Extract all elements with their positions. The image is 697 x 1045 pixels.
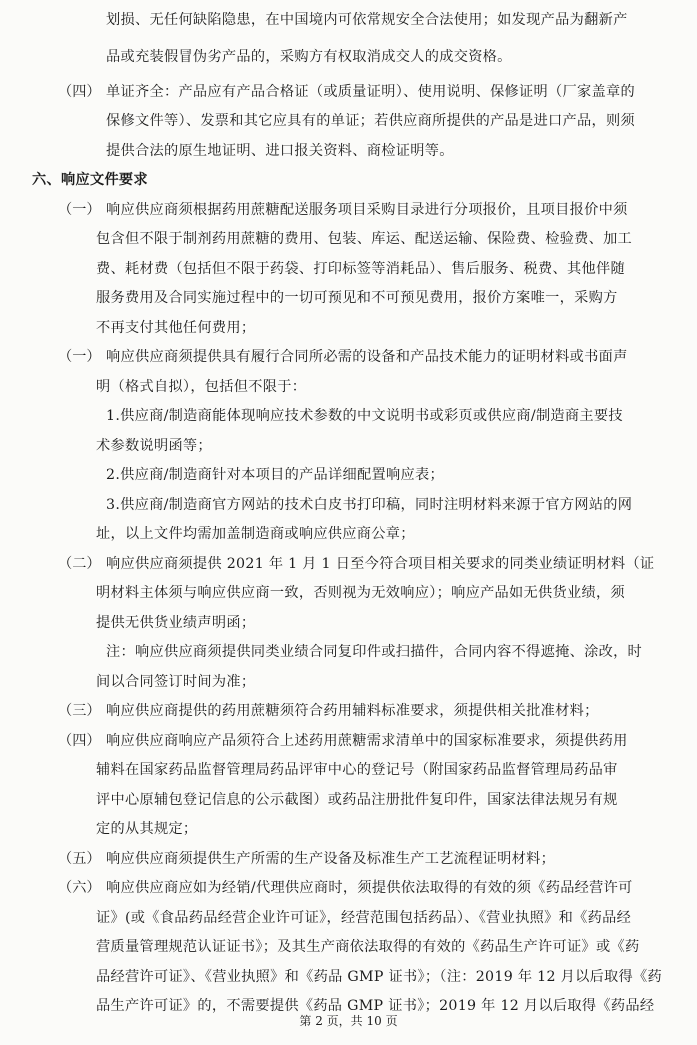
- page-footer: 第 2 页，共 10 页: [299, 1014, 398, 1028]
- text-line: 品生产许可证》的，不需要提供《药品 GMP 证书》；2019 年 12 月以后取得《药品经: [96, 998, 655, 1014]
- text-line: 费、耗材费（包括但不限于药袋、打印标签等消耗品）、售后服务、税费、其他伴随: [96, 261, 625, 277]
- text-line: 品或充装假冒伪劣产品的，采购方有权取消成交人的成交资格。: [106, 49, 512, 65]
- item-number: （六）: [58, 880, 101, 896]
- text-line: 响应供应商应如为经销/代理供应商时，须提供依法取得的有效的须《药品经营许可: [106, 880, 633, 896]
- text-line: 证》(或《食品药品经营企业许可证》，经营范围包括药品）、《营业执照》和《药品经: [96, 910, 632, 926]
- item-number: （二）: [58, 556, 101, 572]
- item-number: （一）: [58, 202, 101, 218]
- text-line: 响应供应商须提供具有履行合同所必需的设备和产品技术能力的证明材料或书面声: [106, 349, 628, 365]
- text-line: 响应供应商须根据药用蔗糖配送服务项目采购目录进行分项报价，且项目报价中须: [106, 202, 628, 218]
- text-line: 响应供应商提供的药用蔗糖须符合药用辅料标准要求，须提供相关批准材料；: [106, 703, 599, 719]
- item-number: （三）: [58, 703, 101, 719]
- text-line: 营质量管理规范认证证书》；及其生产商依法取得的有效的《药品生产许可证》或《药: [96, 939, 640, 955]
- text-line: 1.供应商/制造商能体现响应技术参数的中文说明书或彩页或供应商/制造商主要技: [106, 408, 623, 424]
- text-line: 注：响应供应商须提供同类业绩合同复印件或扫描件，合同内容不得遮掩、涂改，时: [106, 644, 643, 660]
- text-line: 单证齐全：产品应有产品合格证（或质量证明）、使用说明、保修证明（厂家盖章的: [106, 84, 635, 100]
- text-line: 响应供应商须提供 2021 年 1 月 1 日至今符合项目相关要求的同类业绩证明材料（证: [106, 556, 655, 572]
- text-line: 址，以上文件均需加盖制造商或响应供应商公章；: [96, 526, 415, 542]
- text-line: 明（格式自拟），包括但不限于：: [96, 379, 307, 395]
- text-line: 响应供应商响应产品须符合上述药用蔗糖需求清单中的国家标准要求，须提供药用: [106, 733, 628, 749]
- text-line: 划损、无任何缺陷隐患，在中国境内可依常规安全合法使用；如发现产品为翻新产: [106, 12, 628, 28]
- text-line: 明材料主体须与响应供应商一致，否则视为无效响应）；响应产品如无供货业绩，须: [96, 585, 625, 601]
- text-line: 辅料在国家药品监督管理局药品评审中心的登记号（附国家药品监督管理局药品审: [96, 762, 618, 778]
- text-line: 提供无供货业绩声明函；: [96, 615, 256, 631]
- item-number: （四）: [58, 733, 101, 749]
- item-number: （五）: [58, 851, 101, 867]
- text-line: 保修文件等）、发票和其它应具有的单证；若供应商所提供的产品是进口产品，则须: [106, 113, 635, 129]
- text-line: 2.供应商/制造商针对本项目的产品详细配置响应表；: [106, 467, 444, 483]
- text-line: 不再支付其他任何费用；: [96, 320, 256, 336]
- text-line: 品经营许可证》、《营业执照》和《药品 GMP 证书》；（注：2019 年 12 月以后取得《药: [96, 969, 663, 985]
- text-line: 提供合法的原生地证明、进口报关资料、商检证明等。: [106, 143, 454, 159]
- item-number: （一）: [58, 349, 101, 365]
- text-line: 服务费用及合同实施过程中的一切可预见和不可预见费用，报价方案唯一，采购方: [96, 290, 618, 306]
- text-line: 3.供应商/制造商官方网站的技术白皮书打印稿，同时注明材料来源于官方网站的网: [106, 497, 633, 513]
- text-line: 定的从其规定；: [96, 821, 198, 837]
- section-heading: 六、响应文件要求: [32, 172, 148, 188]
- text-line: 响应供应商须提供生产所需的生产设备及标准生产工艺流程证明材料；: [106, 851, 556, 867]
- text-line: 包含但不限于制剂药用蔗糖的费用、包装、库运、配送运输、保险费、检验费、加工: [96, 231, 633, 247]
- text-line: 评中心原辅包登记信息的公示截图）或药品注册批件复印件，国家法律法规另有规: [96, 792, 618, 808]
- item-number: （四）: [58, 84, 101, 100]
- text-line: 间以合同签订时间为准；: [96, 674, 256, 690]
- text-line: 术参数说明函等；: [96, 438, 212, 454]
